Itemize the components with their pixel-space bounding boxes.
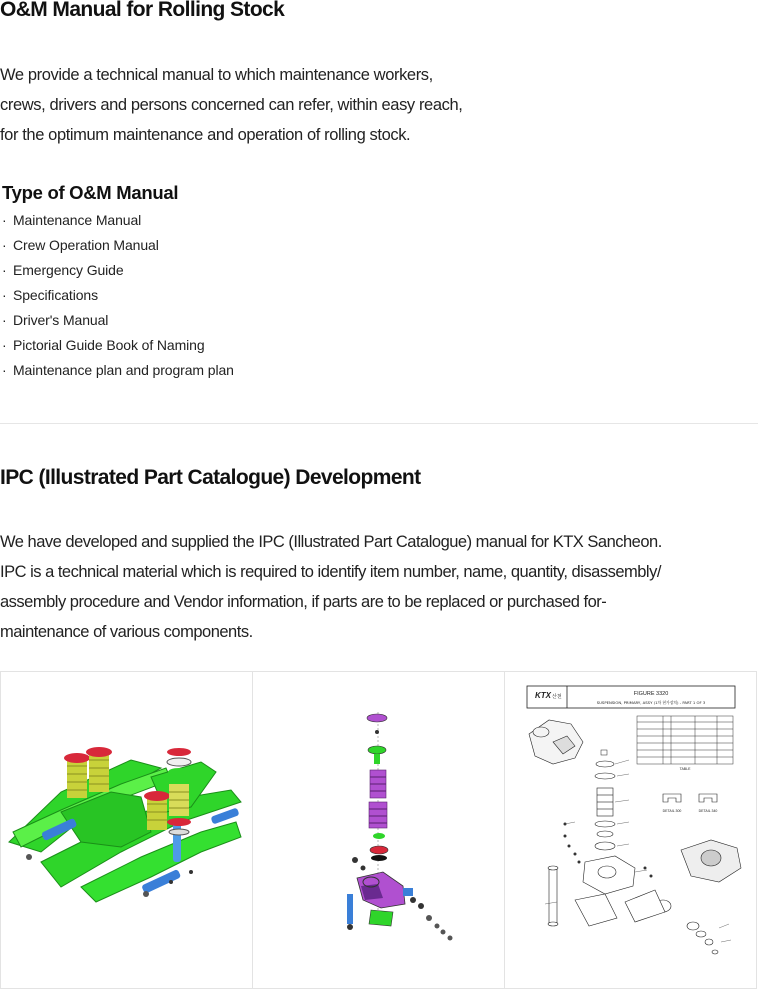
section-divider [0,423,758,424]
ktx-logo: KTX [535,691,551,700]
list-item [2,208,234,233]
detail-a-label: DETAIL 300 [662,809,682,813]
list-item-label: Maintenance plan and program plan [13,362,234,378]
list-item [2,233,234,258]
om-intro-line: crews, drivers and persons concerned can refer, within easy reach, [0,96,463,114]
list-item [2,308,234,333]
ipc-title: IPC (Illustrated Part Catalogue) Development [0,466,421,489]
ipc-drawing-page-image [505,672,756,988]
bullet: · [2,362,7,378]
bogie-frame-illustration [1,672,252,988]
ipc-line: IPC is a technical material which is required to identify item number, name, quantity, disassembly/ [0,563,661,581]
bullet: · [2,237,7,253]
ipc-line: maintenance of various components. [0,623,253,641]
bullet: · [2,337,7,353]
manual-types-heading: Type of O&M Manual [2,182,179,203]
bullet: · [2,312,7,328]
manual-types-list [2,208,234,383]
figure-title: SUSPENSION, PRIMARY, ASSY (1차 현가장치) - PART 1 OF 3 [596,700,706,705]
ipc-paragraph [0,527,662,647]
list-item-label: Specifications [13,287,98,303]
om-manual-title: O&M Manual for Rolling Stock [0,0,285,21]
bogie-frame-image [1,672,253,988]
list-item [2,333,234,358]
list-item-label: Maintenance Manual [13,212,142,228]
ipc-line: We have developed and supplied the IPC (Illustrated Part Catalogue) manual for KTX Sancheon. [0,533,662,551]
ipc-line: assembly procedure and Vendor information, if parts are to be replaced or purchased for- [0,593,607,611]
om-intro-line: for the optimum maintenance and operation of rolling stock. [0,126,411,144]
ktx-logo-sub: 산천 [552,694,562,700]
list-item-label: Driver's Manual [13,312,109,328]
bullet: · [2,287,7,303]
om-intro-paragraph [0,60,740,150]
detail-b-label: DETAIL 340 [698,809,718,813]
list-item-label: Crew Operation Manual [13,237,159,253]
figure-number: FIGURE 3320 [633,691,669,697]
list-item [2,358,234,383]
list-item [2,283,234,308]
list-item-label: Pictorial Guide Book of Naming [13,337,205,353]
ipc-image-gallery [0,671,757,989]
table-label: TABLE [679,767,691,771]
om-intro-line: We provide a technical manual to which maintenance workers, [0,66,433,84]
list-item [2,258,234,283]
exploded-suspension-illustration [253,672,504,988]
bullet: · [2,212,7,228]
ipc-figure-illustration [505,672,756,988]
list-item-label: Emergency Guide [13,262,124,278]
suspension-exploded-image [253,672,505,988]
bullet: · [2,262,7,278]
